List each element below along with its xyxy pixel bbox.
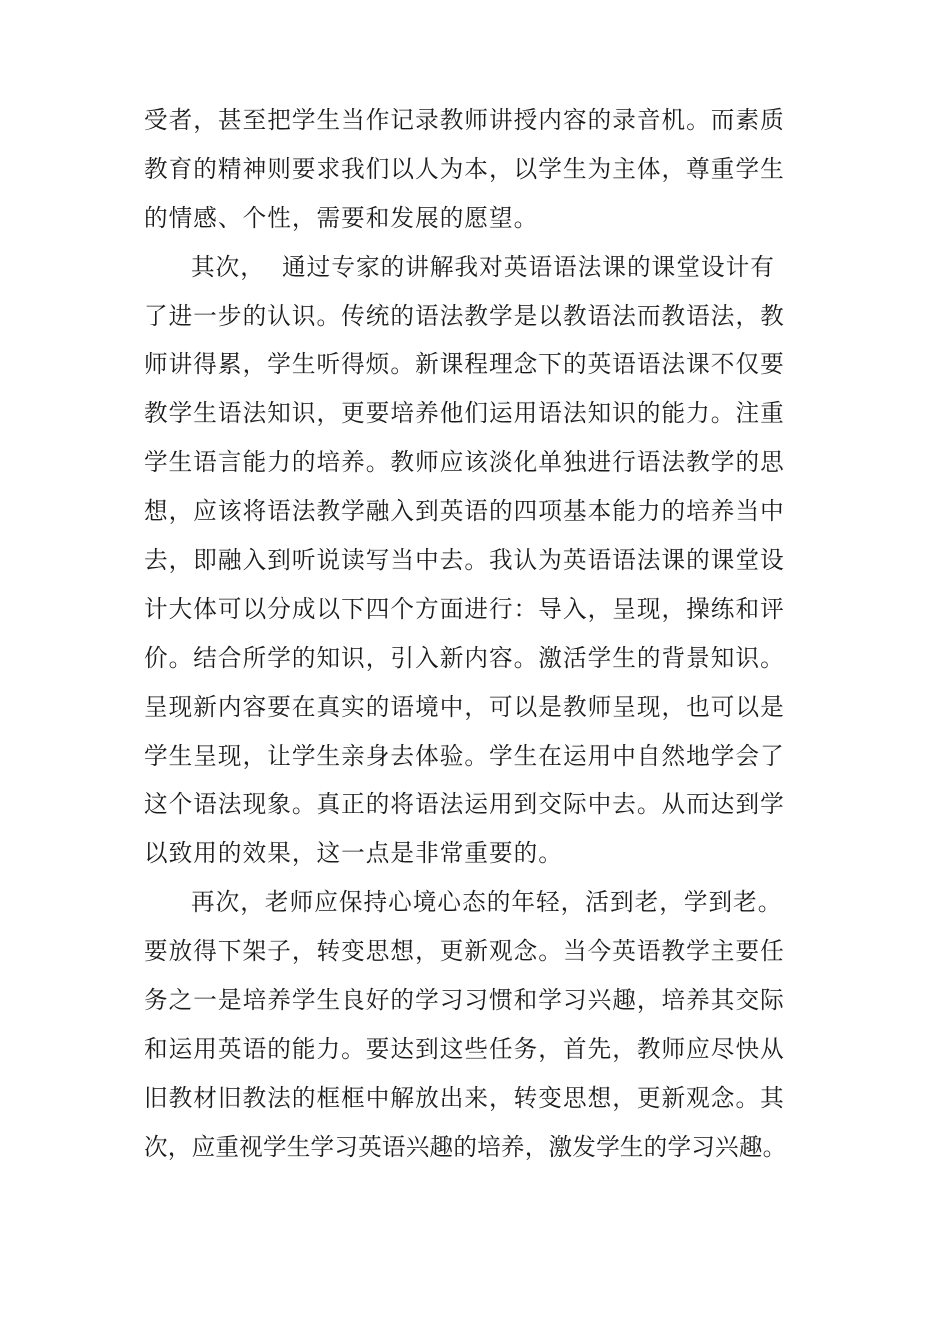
text-line-16: 以致用的效果，这一点是非常重要的。 (144, 839, 563, 868)
text-line-15: 这个语法现象。真正的将语法运用到交际中去。从而达到学 (144, 790, 785, 819)
document-page (144, 96, 808, 1172)
text-line-14: 学生呈现，让学生亲身去体验。学生在运用中自然地学会了 (144, 741, 785, 770)
text-line-5: 了进一步的认识。传统的语法教学是以教语法而教语法，教 (144, 301, 785, 330)
text-line-8: 学生语言能力的培养。教师应该淡化单独进行语法教学的思 (144, 448, 785, 477)
text-line-1: 受者，甚至把学生当作记录教师讲授内容的录音机。而素质 (144, 106, 785, 134)
text-line-11: 计大体可以分成以下四个方面进行：导入，呈现，操练和评 (144, 594, 785, 623)
text-line-10: 去，即融入到听说读写当中去。我认为英语语法课的课堂设 (144, 546, 785, 575)
text-line-18: 要放得下架子，转变思想，更新观念。当今英语教学主要任 (144, 937, 785, 966)
text-line-4: 其次， 通过专家的讲解我对英语语法课的课堂设计有 (191, 252, 775, 281)
text-line-7: 教学生语法知识，更要培养他们运用语法知识的能力。注重 (144, 399, 785, 428)
text-line-2: 教育的精神则要求我们以人为本，以学生为主体，尊重学生 (144, 154, 785, 183)
text-line-20: 和运用英语的能力。要达到这些任务，首先，教师应尽快从 (144, 1034, 785, 1063)
text-line-9: 想，应该将语法教学融入到英语的四项基本能力的培养当中 (144, 497, 785, 526)
text-line-6: 师讲得累，学生听得烦。新课程理念下的英语语法课不仅要 (144, 350, 785, 379)
text-line-13: 呈现新内容要在真实的语境中，可以是教师呈现，也可以是 (144, 692, 785, 721)
text-line-3: 的情感、个性，需要和发展的愿望。 (144, 203, 539, 232)
text-line-22: 次，应重视学生学习英语兴趣的培养，激发学生的学习兴趣。 (144, 1132, 787, 1161)
text-line-21: 旧教材旧教法的框框中解放出来，转变思想，更新观念。其 (144, 1083, 785, 1112)
text-line-19: 务之一是培养学生良好的学习习惯和学习兴趣，培养其交际 (144, 986, 785, 1015)
text-line-17: 再次，老师应保持心境心态的年轻，活到老，学到老。 (191, 888, 783, 917)
text-line-12: 价。结合所学的知识，引入新内容。激活学生的背景知识。 (144, 643, 785, 672)
